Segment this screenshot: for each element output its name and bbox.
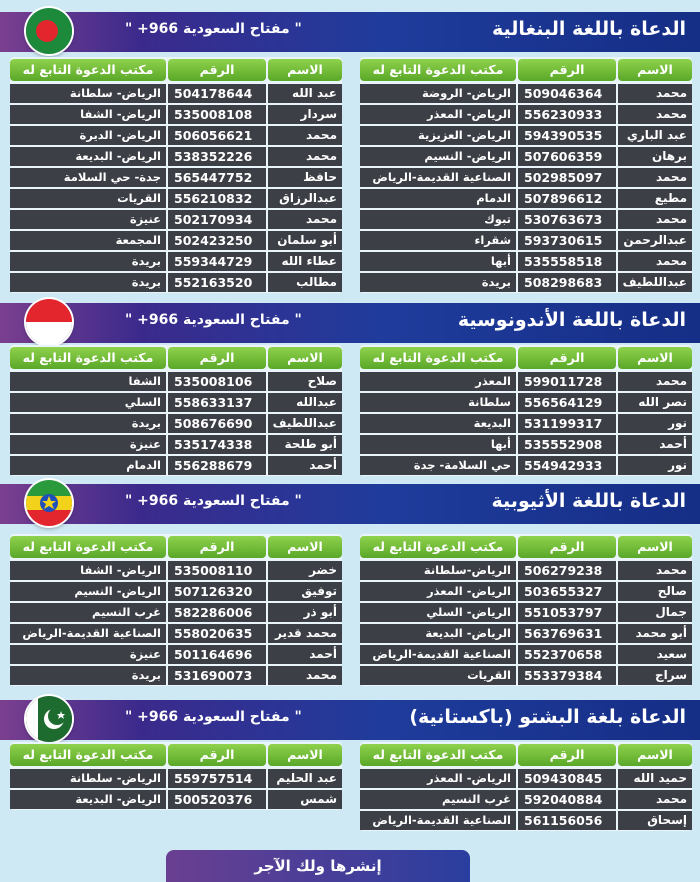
- phone-number: 509430845: [518, 769, 616, 788]
- caller-name: شمس: [268, 790, 342, 809]
- table-header: [360, 57, 692, 83]
- phone-number: 565447752: [168, 168, 266, 187]
- phone-number: 594390535: [518, 126, 616, 145]
- phone-number: 507126320: [168, 582, 266, 601]
- phone-number: 554942933: [518, 456, 616, 475]
- caller-name: توفيق: [268, 582, 342, 601]
- contacts-table-left: [10, 534, 342, 686]
- table-row: [10, 392, 342, 413]
- section-banner: [0, 700, 700, 740]
- phone-number: 559757514: [168, 769, 266, 788]
- table-row: [360, 209, 692, 230]
- table-row: [360, 623, 692, 644]
- caller-name: أبو محمد: [618, 624, 692, 643]
- office-name: سلطانة: [360, 393, 516, 412]
- caller-name: برهان: [618, 147, 692, 166]
- caller-name: نور: [618, 456, 692, 475]
- country-code-note: " مفتاح السعودية 966+ ": [125, 312, 302, 328]
- table-row: [360, 230, 692, 251]
- caller-name: عطاء الله: [268, 252, 342, 271]
- caller-name: أحمد: [618, 435, 692, 454]
- office-name: الرياض- الشفا: [10, 105, 166, 124]
- caller-name: عبد الباري: [618, 126, 692, 145]
- indonesia-flag-icon: [26, 299, 72, 345]
- phone-number: 535552908: [518, 435, 616, 454]
- office-name: الرياض- المعذر: [360, 582, 516, 601]
- table-row: [10, 434, 342, 455]
- table-row: [10, 104, 342, 125]
- office-name: الرياض- سلطانة: [10, 769, 166, 788]
- table-row: [10, 581, 342, 602]
- office-name: بريدة: [10, 273, 166, 292]
- header-name: الاسم: [268, 536, 342, 558]
- office-name: الرياض-سلطانة: [360, 561, 516, 580]
- caller-name: أبو ذر: [268, 603, 342, 622]
- header-office: مكتب الدعوة التابع له: [10, 59, 166, 81]
- office-name: غرب النسيم: [10, 603, 166, 622]
- office-name: الرياض- الشفا: [10, 561, 166, 580]
- caller-name: سعيد: [618, 645, 692, 664]
- table-row: [360, 810, 692, 831]
- office-name: الرياض- سلطانة: [10, 84, 166, 103]
- phone-number: 535174338: [168, 435, 266, 454]
- ethiopia-flag-icon: [26, 480, 72, 526]
- caller-name: صلاح: [268, 372, 342, 391]
- office-name: الدمام: [10, 456, 166, 475]
- phone-number: 535008110: [168, 561, 266, 580]
- office-name: المجمعة: [10, 231, 166, 250]
- office-name: أبها: [360, 435, 516, 454]
- office-name: القريات: [10, 189, 166, 208]
- office-name: الشفا: [10, 372, 166, 391]
- table-row: [10, 665, 342, 686]
- phone-number: 561156056: [518, 811, 616, 830]
- header-office: مكتب الدعوة التابع له: [10, 347, 166, 369]
- phone-number: 556564129: [518, 393, 616, 412]
- header-office: مكتب الدعوة التابع له: [360, 744, 516, 766]
- section-title: الدعاة باللغة الأثيوبية: [491, 490, 686, 512]
- office-name: الرياض- المعذر: [360, 105, 516, 124]
- phone-number: 563769631: [518, 624, 616, 643]
- pakistan-flag-icon: [26, 696, 72, 742]
- table-row: [10, 602, 342, 623]
- table-row: [360, 104, 692, 125]
- caller-name: عبدالرحمن: [618, 231, 692, 250]
- header-number: الرقم: [518, 744, 616, 766]
- section-indonesian: [0, 303, 700, 478]
- phone-number: 500520376: [168, 790, 266, 809]
- table-row: [360, 434, 692, 455]
- phone-number: 558633137: [168, 393, 266, 412]
- header-name: الاسم: [268, 59, 342, 81]
- office-name: جدة- حي السلامة: [10, 168, 166, 187]
- table-row: [10, 789, 342, 810]
- header-number: الرقم: [168, 744, 266, 766]
- section-title: الدعاة بلغة البشتو (باكستانية): [409, 706, 686, 728]
- phone-number: 551053797: [518, 603, 616, 622]
- table-row: [10, 209, 342, 230]
- caller-name: محمد: [618, 790, 692, 809]
- contacts-table-right: [360, 345, 692, 476]
- phone-number: 552370658: [518, 645, 616, 664]
- table-row: [360, 392, 692, 413]
- country-code-note: " مفتاح السعودية 966+ ": [125, 709, 302, 725]
- caller-name: محمد: [618, 84, 692, 103]
- table-header: [360, 534, 692, 560]
- office-name: تبوك: [360, 210, 516, 229]
- section-banner: [0, 484, 700, 524]
- phone-number: 502423250: [168, 231, 266, 250]
- caller-name: عبدالله: [268, 393, 342, 412]
- phone-number: 538352226: [168, 147, 266, 166]
- table-row: [10, 560, 342, 581]
- table-row: [360, 665, 692, 686]
- office-name: الرياض- الروضة: [360, 84, 516, 103]
- phone-number: 592040884: [518, 790, 616, 809]
- office-name: الرياض- البديعة: [10, 790, 166, 809]
- phone-number: 552163520: [168, 273, 266, 292]
- caller-name: نصر الله: [618, 393, 692, 412]
- phone-number: 506056621: [168, 126, 266, 145]
- section-title: الدعاة باللغة الأندونوسية: [457, 309, 686, 331]
- header-name: الاسم: [268, 744, 342, 766]
- caller-name: عبداللطيف: [618, 273, 692, 292]
- office-name: بريدة: [10, 666, 166, 685]
- phone-number: 503655327: [518, 582, 616, 601]
- phone-number: 530763673: [518, 210, 616, 229]
- caller-name: محمد: [618, 210, 692, 229]
- phone-number: 558020635: [168, 624, 266, 643]
- contacts-table-left: [10, 742, 342, 810]
- office-name: أبها: [360, 252, 516, 271]
- table-row: [360, 272, 692, 293]
- caller-name: محمد: [268, 210, 342, 229]
- caller-name: محمد: [618, 372, 692, 391]
- office-name: الدمام: [360, 189, 516, 208]
- country-code-note: " مفتاح السعودية 966+ ": [125, 493, 302, 509]
- phone-number: 553379384: [518, 666, 616, 685]
- phone-number: 507606359: [518, 147, 616, 166]
- header-office: مكتب الدعوة التابع له: [360, 347, 516, 369]
- table-row: [360, 371, 692, 392]
- table-row: [360, 413, 692, 434]
- caller-name: حميد الله: [618, 769, 692, 788]
- caller-name: محمد قدير: [268, 624, 342, 643]
- caller-name: محمد: [618, 168, 692, 187]
- table-row: [10, 251, 342, 272]
- table-row: [360, 167, 692, 188]
- header-office: مكتب الدعوة التابع له: [360, 536, 516, 558]
- caller-name: محمد: [268, 147, 342, 166]
- phone-number: 556288679: [168, 456, 266, 475]
- caller-name: محمد: [618, 252, 692, 271]
- section-bengali: [0, 12, 700, 297]
- section-pashto: [0, 700, 700, 845]
- table-row: [10, 644, 342, 665]
- phone-number: 508676690: [168, 414, 266, 433]
- table-row: [10, 146, 342, 167]
- table-header: [10, 534, 342, 560]
- caller-name: مطيع: [618, 189, 692, 208]
- table-row: [10, 167, 342, 188]
- table-row: [10, 272, 342, 293]
- phone-number: 535008106: [168, 372, 266, 391]
- table-row: [10, 188, 342, 209]
- phone-number: 599011728: [518, 372, 616, 391]
- caller-name: خضر: [268, 561, 342, 580]
- header-number: الرقم: [518, 536, 616, 558]
- table-row: [360, 125, 692, 146]
- table-row: [10, 83, 342, 104]
- header-number: الرقم: [518, 59, 616, 81]
- caller-name: حافظ: [268, 168, 342, 187]
- table-row: [10, 768, 342, 789]
- table-row: [360, 768, 692, 789]
- table-row: [360, 188, 692, 209]
- office-name: السلي: [10, 393, 166, 412]
- section-banner: [0, 303, 700, 343]
- office-name: الرياض- النسيم: [10, 582, 166, 601]
- table-row: [360, 455, 692, 476]
- table-row: [360, 146, 692, 167]
- phone-number: 507896612: [518, 189, 616, 208]
- table-row: [10, 371, 342, 392]
- contacts-table-left: [10, 345, 342, 476]
- caller-name: صالح: [618, 582, 692, 601]
- section-banner: [0, 12, 700, 52]
- caller-name: عبداللطيف: [268, 414, 342, 433]
- caller-name: إسحاق: [618, 811, 692, 830]
- header-name: الاسم: [618, 347, 692, 369]
- phone-number: 531690073: [168, 666, 266, 685]
- phone-number: 535008108: [168, 105, 266, 124]
- office-name: عنيزة: [10, 435, 166, 454]
- contacts-table-left: [10, 57, 342, 293]
- caller-name: أحمد: [268, 645, 342, 664]
- table-row: [10, 455, 342, 476]
- caller-name: أحمد: [268, 456, 342, 475]
- office-name: الرياض- النسيم: [360, 147, 516, 166]
- table-row: [360, 644, 692, 665]
- office-name: الرياض- المعذر: [360, 769, 516, 788]
- office-name: الصناعية القديمة-الرياض: [360, 645, 516, 664]
- phone-number: 508298683: [518, 273, 616, 292]
- phone-number: 531199317: [518, 414, 616, 433]
- office-name: عنيزة: [10, 210, 166, 229]
- office-name: الرياض- البديعة: [10, 147, 166, 166]
- table-row: [10, 413, 342, 434]
- header-number: الرقم: [168, 347, 266, 369]
- office-name: بريدة: [360, 273, 516, 292]
- table-row: [10, 623, 342, 644]
- office-name: المعذر: [360, 372, 516, 391]
- table-header: [10, 57, 342, 83]
- phone-number: 556210832: [168, 189, 266, 208]
- office-name: الرياض- السلي: [360, 603, 516, 622]
- caller-name: سراج: [618, 666, 692, 685]
- office-name: البديعة: [360, 414, 516, 433]
- table-header: [360, 345, 692, 371]
- phone-number: 593730615: [518, 231, 616, 250]
- phone-number: 535558518: [518, 252, 616, 271]
- office-name: غرب النسيم: [360, 790, 516, 809]
- header-name: الاسم: [268, 347, 342, 369]
- table-header: [10, 742, 342, 768]
- table-row: [360, 602, 692, 623]
- header-office: مكتب الدعوة التابع له: [10, 536, 166, 558]
- table-row: [10, 230, 342, 251]
- header-number: الرقم: [168, 59, 266, 81]
- table-row: [360, 789, 692, 810]
- table-header: [10, 345, 342, 371]
- office-name: الصناعية القديمة-الرياض: [360, 811, 516, 830]
- phone-number: 502985097: [518, 168, 616, 187]
- phone-number: 504178644: [168, 84, 266, 103]
- phone-number: 559344729: [168, 252, 266, 271]
- office-name: الرياض- البديعة: [360, 624, 516, 643]
- table-row: [360, 251, 692, 272]
- phone-number: 506279238: [518, 561, 616, 580]
- header-office: مكتب الدعوة التابع له: [360, 59, 516, 81]
- caller-name: نور: [618, 414, 692, 433]
- office-name: الرياض- العزيزية: [360, 126, 516, 145]
- phone-number: 582286006: [168, 603, 266, 622]
- share-banner: إنشرها ولك الآجر: [166, 850, 470, 882]
- bangladesh-flag-icon: [26, 8, 72, 54]
- header-office: مكتب الدعوة التابع له: [10, 744, 166, 766]
- office-name: الصناعية القديمة-الرياض: [360, 168, 516, 187]
- caller-name: عبدالرزاق: [268, 189, 342, 208]
- phone-number: 556230933: [518, 105, 616, 124]
- header-number: الرقم: [168, 536, 266, 558]
- header-name: الاسم: [618, 536, 692, 558]
- contacts-table-right: [360, 534, 692, 686]
- contacts-table-right: [360, 57, 692, 293]
- caller-name: أبو طلحة: [268, 435, 342, 454]
- contacts-table-right: [360, 742, 692, 831]
- caller-name: أبو سلمان: [268, 231, 342, 250]
- caller-name: محمد: [268, 126, 342, 145]
- office-name: الرياض- الديرة: [10, 126, 166, 145]
- header-name: الاسم: [618, 744, 692, 766]
- caller-name: سردار: [268, 105, 342, 124]
- table-row: [360, 560, 692, 581]
- office-name: عنيزة: [10, 645, 166, 664]
- caller-name: جمال: [618, 603, 692, 622]
- header-number: الرقم: [518, 347, 616, 369]
- section-ethiopian: [0, 484, 700, 684]
- table-row: [360, 581, 692, 602]
- phone-number: 501164696: [168, 645, 266, 664]
- caller-name: عبد الله: [268, 84, 342, 103]
- header-name: الاسم: [618, 59, 692, 81]
- office-name: القريات: [360, 666, 516, 685]
- caller-name: مطالب: [268, 273, 342, 292]
- table-header: [360, 742, 692, 768]
- office-name: بريدة: [10, 414, 166, 433]
- phone-number: 502170934: [168, 210, 266, 229]
- office-name: بريدة: [10, 252, 166, 271]
- office-name: حي السلامة- جدة: [360, 456, 516, 475]
- caller-name: محمد: [268, 666, 342, 685]
- section-title: الدعاة باللغة البنغالية: [491, 18, 686, 40]
- country-code-note: " مفتاح السعودية 966+ ": [125, 21, 302, 37]
- caller-name: محمد: [618, 561, 692, 580]
- office-name: الصناعية القديمة-الرياض: [10, 624, 166, 643]
- caller-name: محمد: [618, 105, 692, 124]
- caller-name: عبد الحليم: [268, 769, 342, 788]
- table-row: [10, 125, 342, 146]
- office-name: شقراء: [360, 231, 516, 250]
- table-row: [360, 83, 692, 104]
- phone-number: 509046364: [518, 84, 616, 103]
